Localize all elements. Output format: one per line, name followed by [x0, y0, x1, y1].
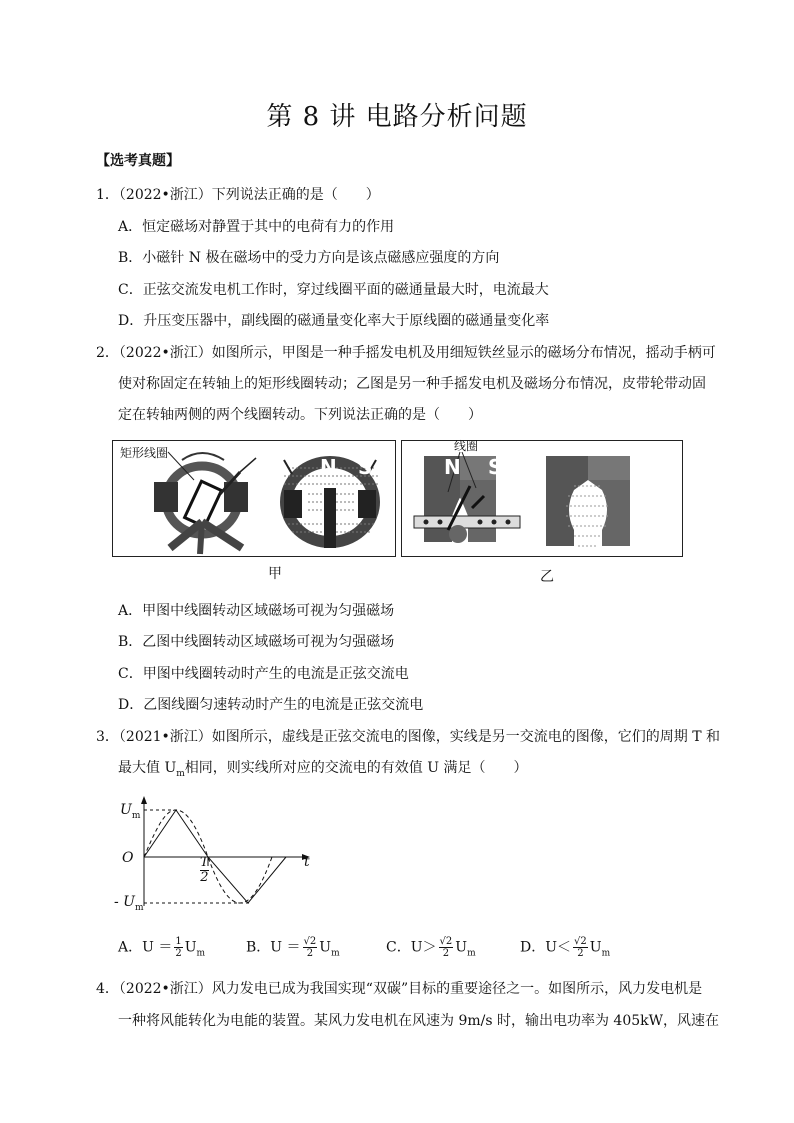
y-label-neg-um: - $U_m$ — [114, 894, 144, 913]
yi-left-pole-s: S — [358, 455, 373, 479]
yi-generator-left — [414, 452, 520, 543]
y-label-um: $U_m$ — [120, 802, 141, 821]
q2-stem-line2: 使对称固定在转轴上的矩形线圈转动；乙图是另一种手摇发电机及磁场分布情况，皮带轮带动固 — [118, 376, 706, 392]
q1-option-c: C．正弦交流发电机工作时，穿过线圈平面的磁通量最大时，电流最大 — [118, 282, 549, 298]
label-rect-coil: 矩形线圈 — [120, 446, 169, 460]
yi-right-pole-s: S — [488, 455, 503, 479]
jia-generator-left — [154, 452, 256, 554]
q3-waveform-graph — [118, 794, 328, 924]
q3-choice-d: D．U＜ $\frac{√2}{2}$ $U_m$ — [520, 936, 611, 959]
q1-option-a: A．恒定磁场对静置于其中的电荷有力的作用 — [118, 219, 395, 235]
q2-stem-line3: 定在转轴两侧的两个线圈转动。下列说法正确的是（ ） — [118, 407, 482, 423]
q2-option-b: B．乙图中线圈转动区域磁场可视为匀强磁场 — [118, 634, 395, 650]
label-coil: 线圈 — [454, 439, 479, 453]
q2-generator-figure — [112, 438, 684, 584]
q2-option-a: A．甲图中线圈转动区域磁场可视为匀强磁场 — [118, 603, 395, 619]
q2-option-d: D．乙图线圈匀速转动时产生的电流是正弦交流电 — [118, 697, 424, 713]
y-axis-arrow — [141, 796, 147, 804]
q3-stem-line1: 3．（2021•浙江）如图所示，虚线是正弦交流电的图像，实线是另一交流电的图像，它们的周期 T 和 — [96, 729, 721, 745]
q1-option-b: B．小磁针 N 极在磁场中的受力方向是该点磁感应强度的方向 — [118, 250, 500, 266]
caption-yi: 乙 — [540, 569, 554, 585]
q3-stem-line2: 最大值 $U_m$相同，则实线所对应的交流电的有效值 U 满足（ ） — [118, 760, 528, 779]
yi-left-pole-n: N — [320, 455, 337, 479]
q1-option-d: D．升压变压器中，副线圈的磁通量变化率大于原线圈的磁通量变化率 — [118, 313, 550, 329]
q4-stem-line2: 一种将风能转化为电能的装置。某风力发电机在风速为 9m/s 时，输出电功率为 405kW，风速在 — [118, 1013, 720, 1029]
half-period-label: T 2 — [200, 855, 209, 885]
caption-jia: 甲 — [268, 566, 282, 582]
q2-stem-line1: 2．（2022•浙江）如图所示，甲图是一种手摇发电机及用细短铁丝显示的磁场分布情况，摇动手柄可 — [96, 345, 716, 361]
yi-magnet-right — [546, 456, 630, 546]
q1-stem: 1．（2022•浙江）下列说法正确的是（ ） — [96, 187, 380, 203]
yi-right-pole-n: N — [444, 455, 461, 479]
section-heading: 【选考真题】 — [96, 153, 180, 169]
q4-stem-line1: 4．（2022•浙江）风力发电已成为我国实现“双碳”目标的重要途径之一。如图所示，风力发电机是 — [96, 981, 703, 997]
q3-choice-c: C．U＞ $\frac{√2}{2}$ $U_m$ — [386, 936, 476, 959]
t-axis-label: t — [304, 854, 310, 870]
origin-label: O — [122, 850, 134, 866]
page-title: 第 8 讲 电路分析问题 — [266, 102, 528, 132]
q3-choice-b: B．U ＝ $\frac{√2}{2}$ $U_m$ — [246, 936, 340, 959]
q2-option-c: C．甲图中线圈转动时产生的电流是正弦交流电 — [118, 666, 409, 682]
q3-choice-a: A．U ＝ $\frac{1}{2}$ $U_m$ — [118, 936, 206, 959]
